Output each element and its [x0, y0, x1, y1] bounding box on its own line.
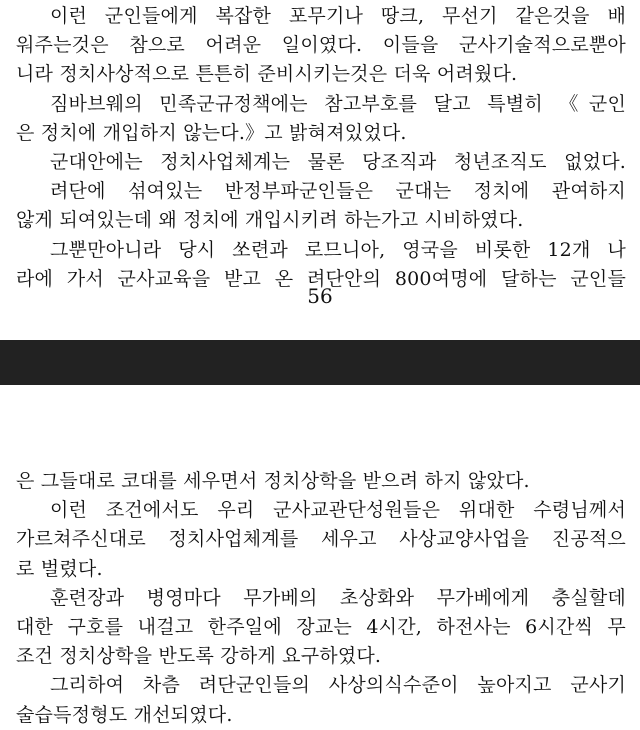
text-line: 대한 구호를 내걸고 한주일에 장교는 4시간, 하전사는 6시간씩 무 — [16, 615, 626, 638]
text-line: 이런 조건에서도 우리 군사교관단성원들은 위대한 수령님께서 — [50, 499, 626, 522]
text-line: 은 그들대로 코대를 세우면서 정치상학을 받으려 하지 않았다. — [16, 470, 530, 492]
page-separator — [0, 340, 640, 385]
text-line: 짐바브웨의 민족군규정책에는 참고부호를 달고 특별히 《군인 — [50, 92, 626, 115]
text-line: 워주는것은 참으로 어려운 일이였다. 이들을 군사기술적으로뿐아 — [16, 34, 626, 57]
text-line: 조건 정치상학을 반도록 강하게 요구하였다. — [16, 645, 382, 668]
text-line: 훈련장과 병영마다 무가베의 초상화와 무가베에게 충실할데 — [50, 586, 626, 609]
text-line: 가르쳐주신대로 정치사업체계를 세우고 사상교양사업을 진공적으 — [16, 528, 626, 551]
text-line: 려단에 섞여있는 반정부파군인들은 군대는 정치에 관여하지 — [50, 180, 626, 203]
text-line: 이런 군인들에게 복잡한 포무기나 땅크, 무선기 같은것을 배 — [50, 5, 626, 27]
document-page-bottom — [0, 385, 640, 726]
text-line: 그뿐만아니라 당시 쏘련과 로므니아, 영국을 비롯한 12개 나 — [50, 238, 626, 261]
page-text-block — [16, 2, 626, 294]
text-line: 그리하여 차츰 려단군인들의 사상의식수준이 높아지고 군사기 — [50, 674, 626, 697]
text-line: 은 정치에 개입하지 않는다.》고 밝혀져있었다. — [16, 121, 407, 144]
text-line: 군대안에는 정치사업체계는 물론 당조직과 청년조직도 없었다. — [50, 150, 626, 173]
text-line: 로 벌렸다. — [16, 557, 103, 580]
text-line: 라에 가서 군사교육을 받고 온 려단안의 800여명에 달하는 군인들 — [16, 267, 626, 290]
page-text-block — [16, 467, 626, 730]
text-line: 술습득정형도 개선되였다. — [16, 703, 233, 726]
text-line: 니라 정치사상적으로 튼튼히 준비시키는것은 더욱 어려웠다. — [16, 63, 518, 86]
text-line: 않게 되여있는데 왜 정치에 개입시키려 하는가고 시비하였다. — [16, 209, 524, 232]
document-page-top — [0, 0, 640, 340]
page-number: 56 — [307, 284, 333, 308]
